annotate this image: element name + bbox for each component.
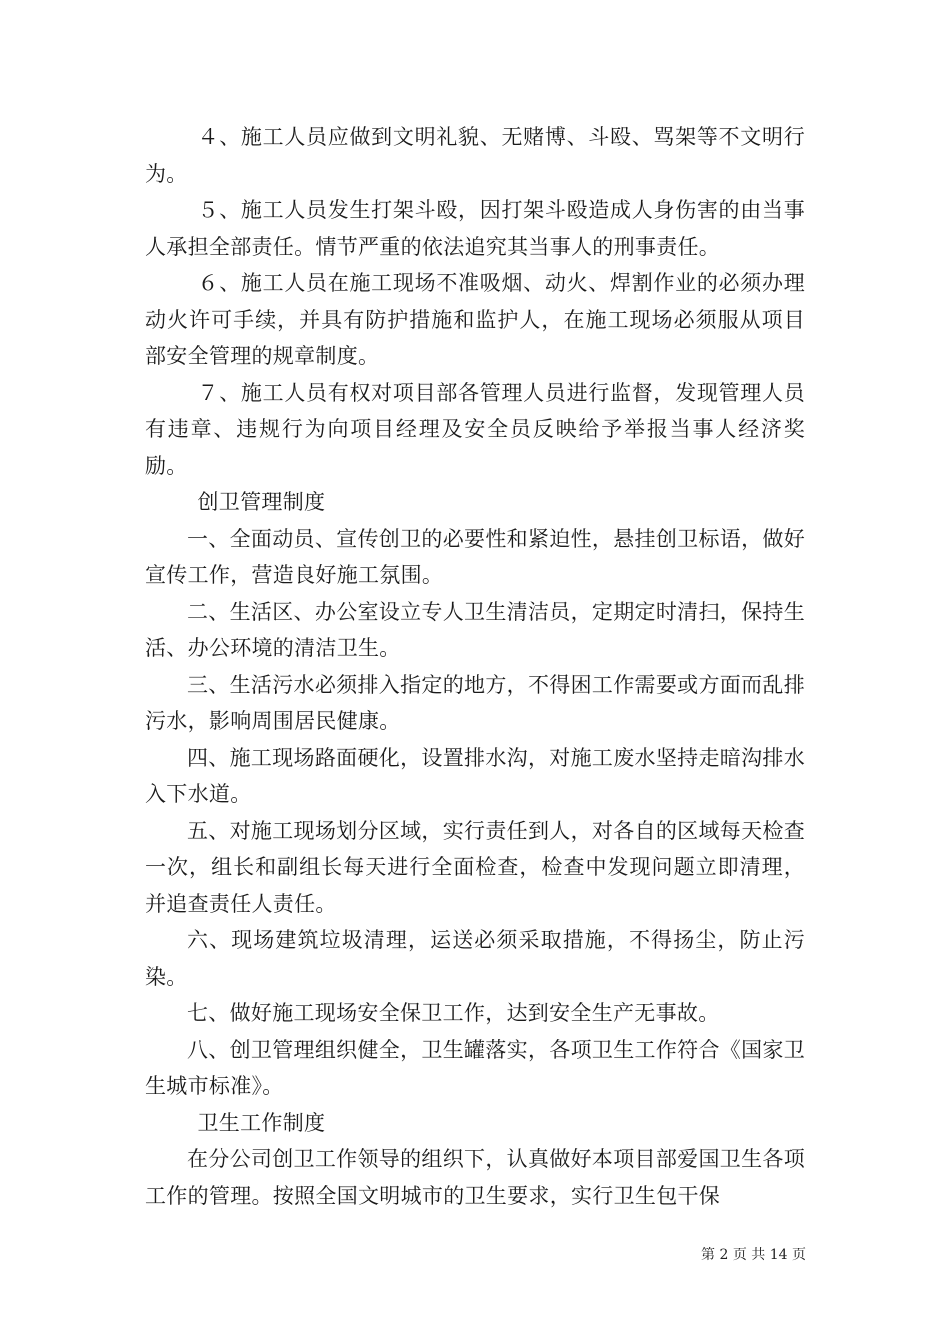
- paragraph-item-4: ４、施工人员应做到文明礼貌、无赌博、斗殴、骂架等不文明行为。: [145, 125, 805, 186]
- paragraph-rule-4: 四、施工现场路面硬化，设置排水沟，对施工废水坚持走暗沟排水入下水道。: [145, 745, 805, 806]
- paragraph-item-7: ７、施工人员有权对项目部各管理人员进行监督，发现管理人员有违章、违规行为向项目经理及安全员反映给予举报当事人经济奖励。: [145, 380, 805, 478]
- paragraph-weisheng-intro: 在分公司创卫工作领导的组织下，认真做好本项目部爱国卫生各项工作的管理。按照全国文明城市的卫生要求，实行卫生包干保: [145, 1147, 805, 1208]
- paragraph-rule-1: 一、全面动员、宣传创卫的必要性和紧迫性，悬挂创卫标语，做好宣传工作，营造良好施工氛围。: [145, 526, 805, 587]
- section-heading-weisheng: 卫生工作制度: [197, 1110, 326, 1135]
- paragraph-item-6: ６、施工人员在施工现场不准吸烟、动火、焊割作业的必须办理动火许可手续，并具有防护措施和监护人，在施工现场必须服从项目部安全管理的规章制度。: [145, 271, 805, 368]
- paragraph-rule-2: 二、生活区、办公室设立专人卫生清洁员，定期定时清扫，保持生活、办公环境的清洁卫生。: [145, 599, 805, 660]
- paragraph-rule-6: 六、现场建筑垃圾清理，运送必须采取措施，不得扬尘，防止污染。: [145, 928, 805, 989]
- page-number-footer: 第 2 页 共 14 页: [701, 1247, 806, 1263]
- paragraph-item-5: ５、施工人员发生打架斗殴，因打架斗殴造成人身伤害的由当事人承担全部责任。情节严重的依法追究其当事人的刑事责任。: [145, 198, 805, 259]
- paragraph-rule-5: 五、对施工现场划分区域，实行责任到人，对各自的区域每天检查一次，组长和副组长每天进行全面检查，检查中发现问题立即清理，并追查责任人责任。: [145, 818, 805, 916]
- paragraph-rule-7: 七、做好施工现场安全保卫工作，达到安全生产无事故。: [187, 1001, 720, 1025]
- document-body: [145, 119, 805, 1214]
- paragraph-rule-3: 三、生活污水必须排入指定的地方，不得困工作需要或方面而乱排污水，影响周围居民健康。: [145, 672, 805, 733]
- paragraph-rule-8: 八、创卫管理组织健全，卫生罐落实，各项卫生工作符合《国家卫生城市标准》。: [145, 1037, 805, 1098]
- section-heading-chuangwei: 创卫管理制度: [197, 490, 326, 514]
